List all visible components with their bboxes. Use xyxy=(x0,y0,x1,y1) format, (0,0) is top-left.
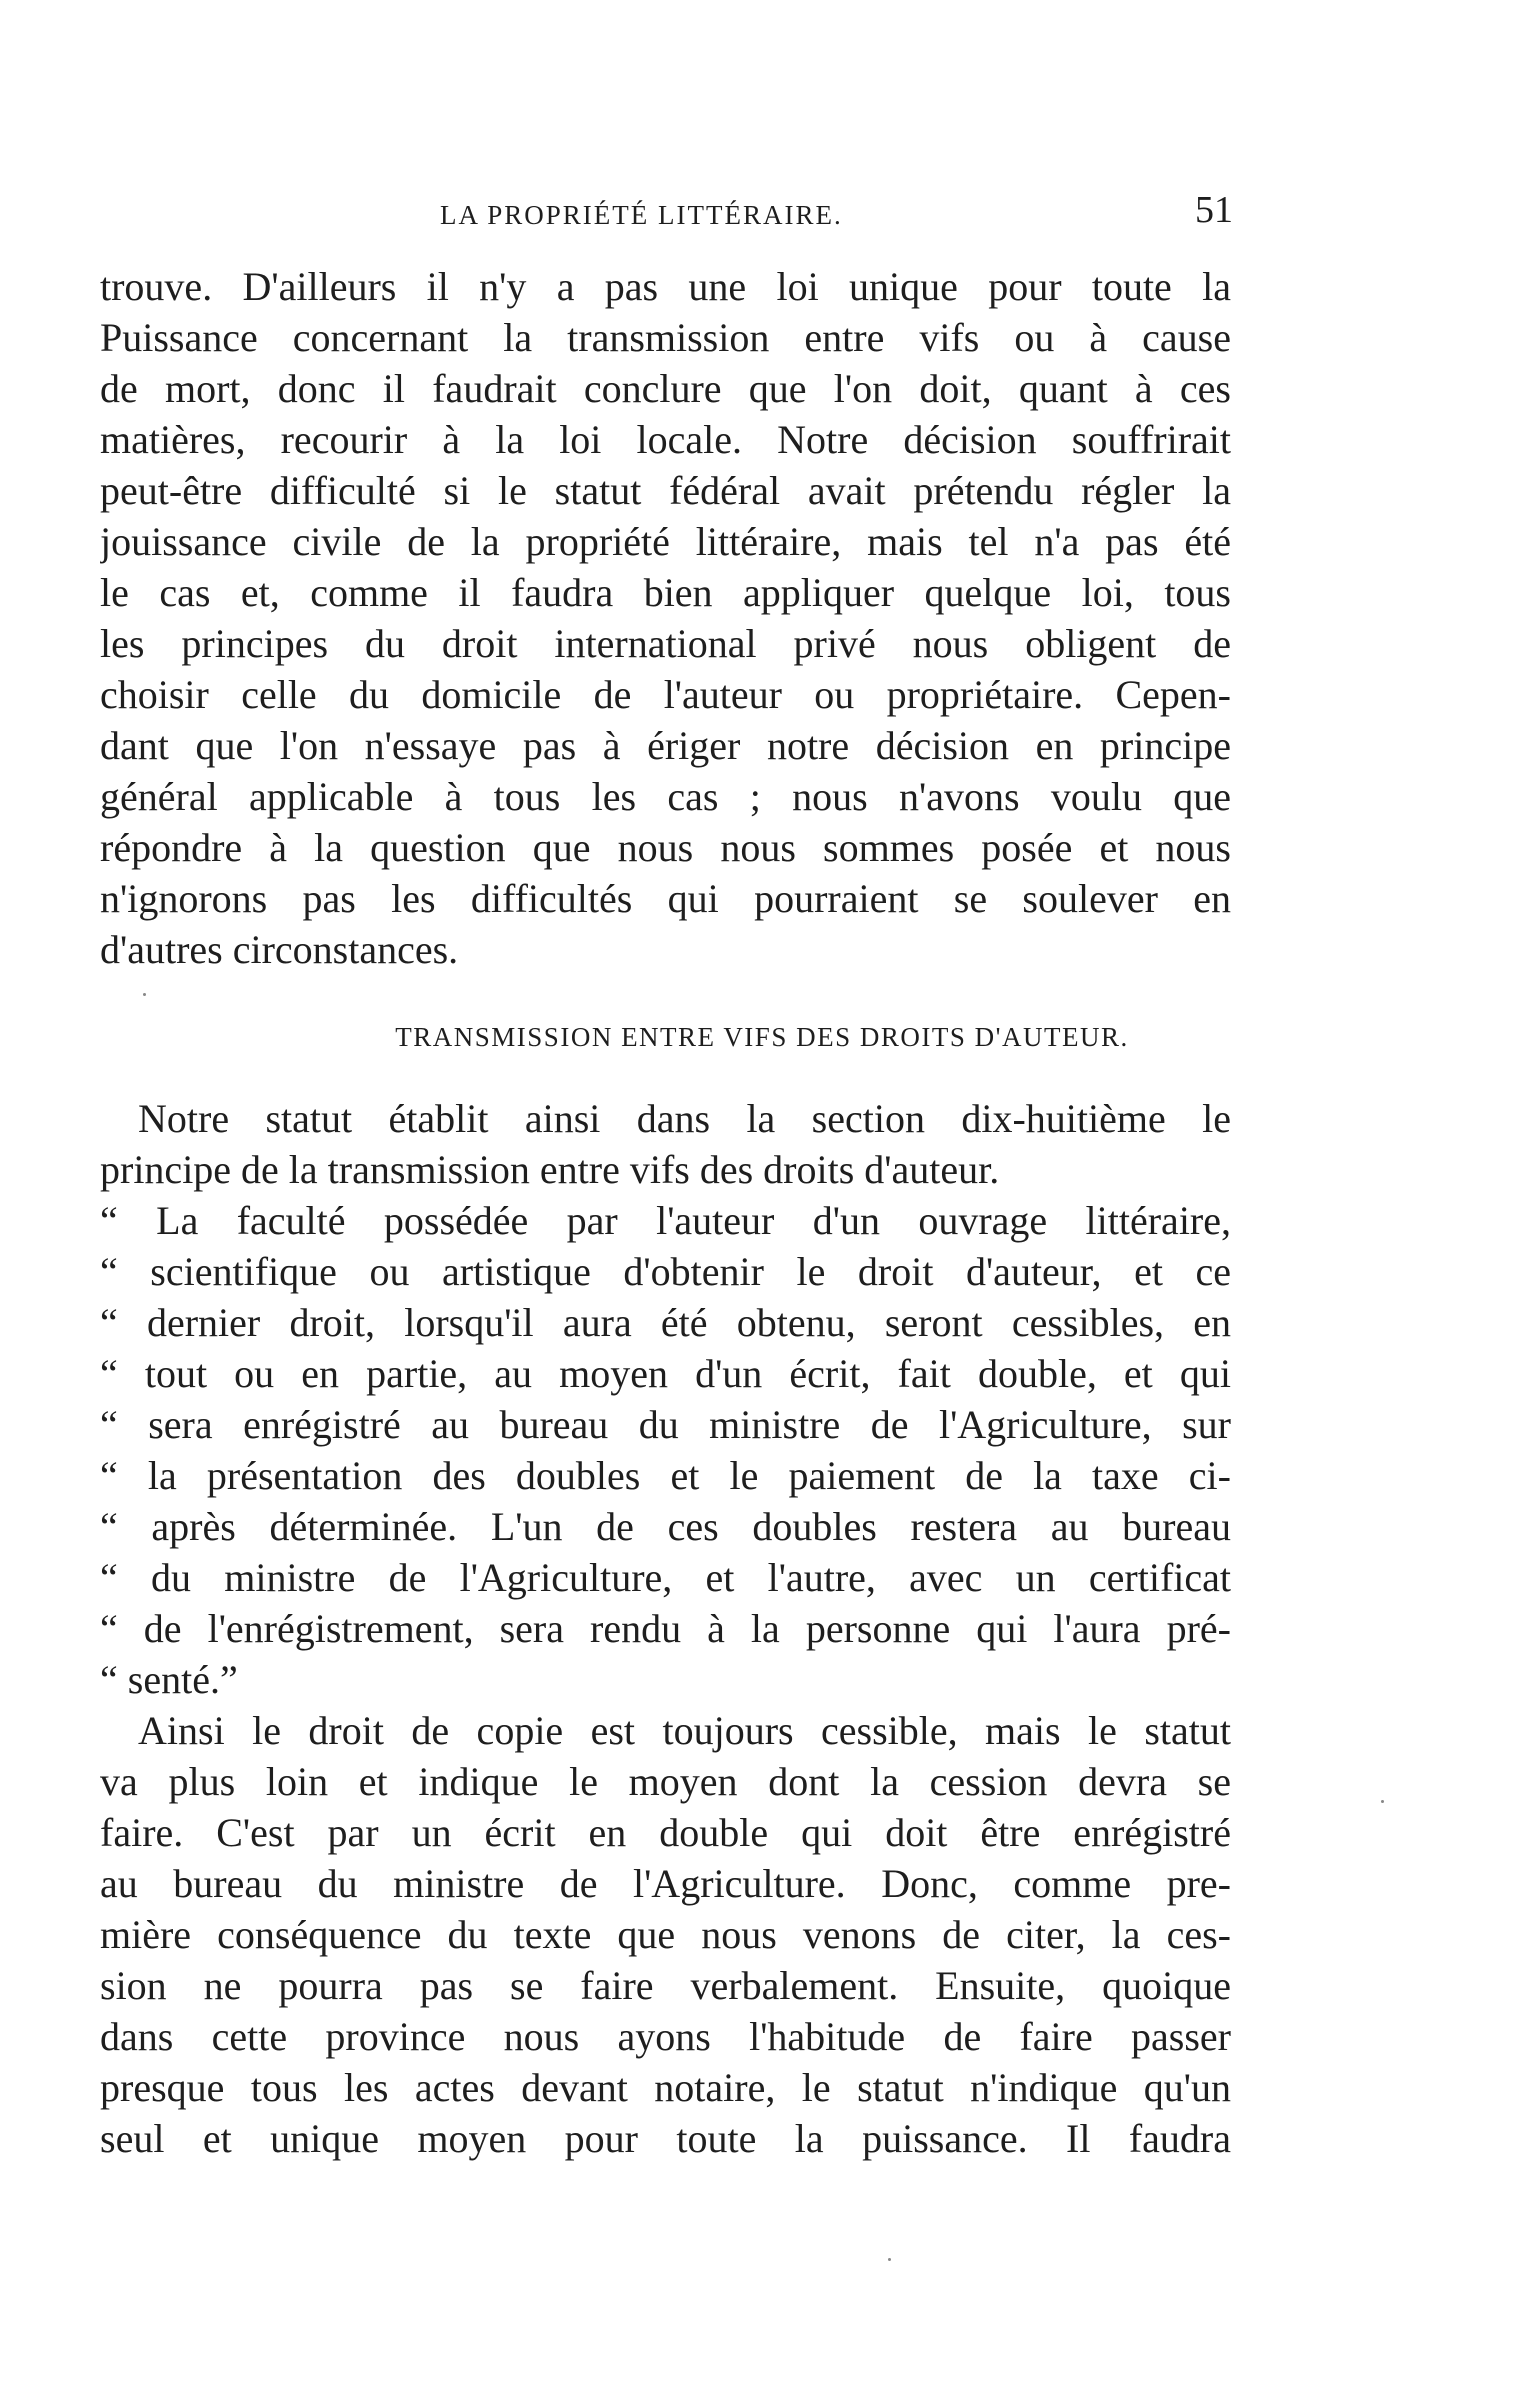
text-line: peut-être difficulté si le statut fédéral avait prétendu régler la xyxy=(100,468,1231,513)
quote-line: “ scientifique ou artistique d'obtenir le droit d'auteur, et ce xyxy=(100,1249,1231,1294)
text-line: matières, recourir à la loi locale. Notre décision souffrirait xyxy=(100,417,1231,462)
text-line: le cas et, comme il faudra bien appliquer quelque loi, tous xyxy=(100,570,1231,615)
text-line: faire. C'est par un écrit en double qui doit être enrégistré xyxy=(100,1810,1231,1855)
print-speck xyxy=(1381,1800,1384,1803)
text-line: sion ne pourra pas se faire verbalement. Ensuite, quoique xyxy=(100,1963,1231,2008)
text-line: dans cette province nous ayons l'habitude de faire passer xyxy=(100,2014,1231,2059)
quote-line: “ senté.” xyxy=(100,1657,238,1702)
quote-line: “ sera enrégistré au bureau du ministre de l'Agriculture, sur xyxy=(100,1402,1231,1447)
text-line: n'ignorons pas les difficultés qui pourraient se soulever en xyxy=(100,876,1231,921)
text-line: de mort, donc il faudrait conclure que l'on doit, quant à ces xyxy=(100,366,1231,411)
text-line: principe de la transmission entre vifs des droits d'auteur. xyxy=(100,1147,1000,1192)
text-line: dant que l'on n'essaye pas à ériger notre décision en principe xyxy=(100,723,1231,768)
section-heading: TRANSMISSION ENTRE VIFS DES DROITS D'AUTEUR. xyxy=(395,1022,1129,1052)
print-speck xyxy=(888,2258,891,2261)
text-line: au bureau du ministre de l'Agriculture. Donc, comme pre- xyxy=(100,1861,1231,1906)
quote-line: “ tout ou en partie, au moyen d'un écrit, fait double, et qui xyxy=(100,1351,1231,1396)
text-line: jouissance civile de la propriété littéraire, mais tel n'a pas été xyxy=(100,519,1231,564)
quote-line: “ du ministre de l'Agriculture, et l'autre, avec un certificat xyxy=(100,1555,1231,1600)
text-line: presque tous les actes devant notaire, le statut n'indique qu'un xyxy=(100,2065,1231,2110)
text-line: les principes du droit international privé nous obligent de xyxy=(100,621,1231,666)
print-speck xyxy=(143,993,146,996)
text-line: d'autres circonstances. xyxy=(100,927,459,972)
text-line: choisir celle du domicile de l'auteur ou propriétaire. Cepen- xyxy=(100,672,1231,717)
text-line: trouve. D'ailleurs il n'y a pas une loi unique pour toute la xyxy=(100,264,1231,309)
page-number: 51 xyxy=(1195,189,1233,231)
text-line: Puissance concernant la transmission entre vifs ou à cause xyxy=(100,315,1231,360)
text-line: va plus loin et indique le moyen dont la cession devra se xyxy=(100,1759,1231,1804)
quote-line: “ dernier droit, lorsqu'il aura été obtenu, seront cessibles, en xyxy=(100,1300,1231,1345)
text-line: Notre statut établit ainsi dans la section dix-huitième le xyxy=(138,1096,1231,1141)
quote-line: “ après déterminée. L'un de ces doubles restera au bureau xyxy=(100,1504,1231,1549)
text-line: mière conséquence du texte que nous venons de citer, la ces- xyxy=(100,1912,1231,1957)
quote-line: “ la présentation des doubles et le paiement de la taxe ci- xyxy=(100,1453,1231,1498)
text-line: seul et unique moyen pour toute la puissance. Il faudra xyxy=(100,2116,1231,2161)
quote-line: “ de l'enrégistrement, sera rendu à la personne qui l'aura pré- xyxy=(100,1606,1231,1651)
quote-line: “ La faculté possédée par l'auteur d'un ouvrage littéraire, xyxy=(100,1198,1231,1243)
text-line: répondre à la question que nous nous sommes posée et nous xyxy=(100,825,1231,870)
running-title: LA PROPRIÉTÉ LITTÉRAIRE. xyxy=(440,200,843,230)
text-line: général applicable à tous les cas ; nous n'avons voulu que xyxy=(100,774,1231,819)
text-line: Ainsi le droit de copie est toujours cessible, mais le statut xyxy=(138,1708,1231,1753)
